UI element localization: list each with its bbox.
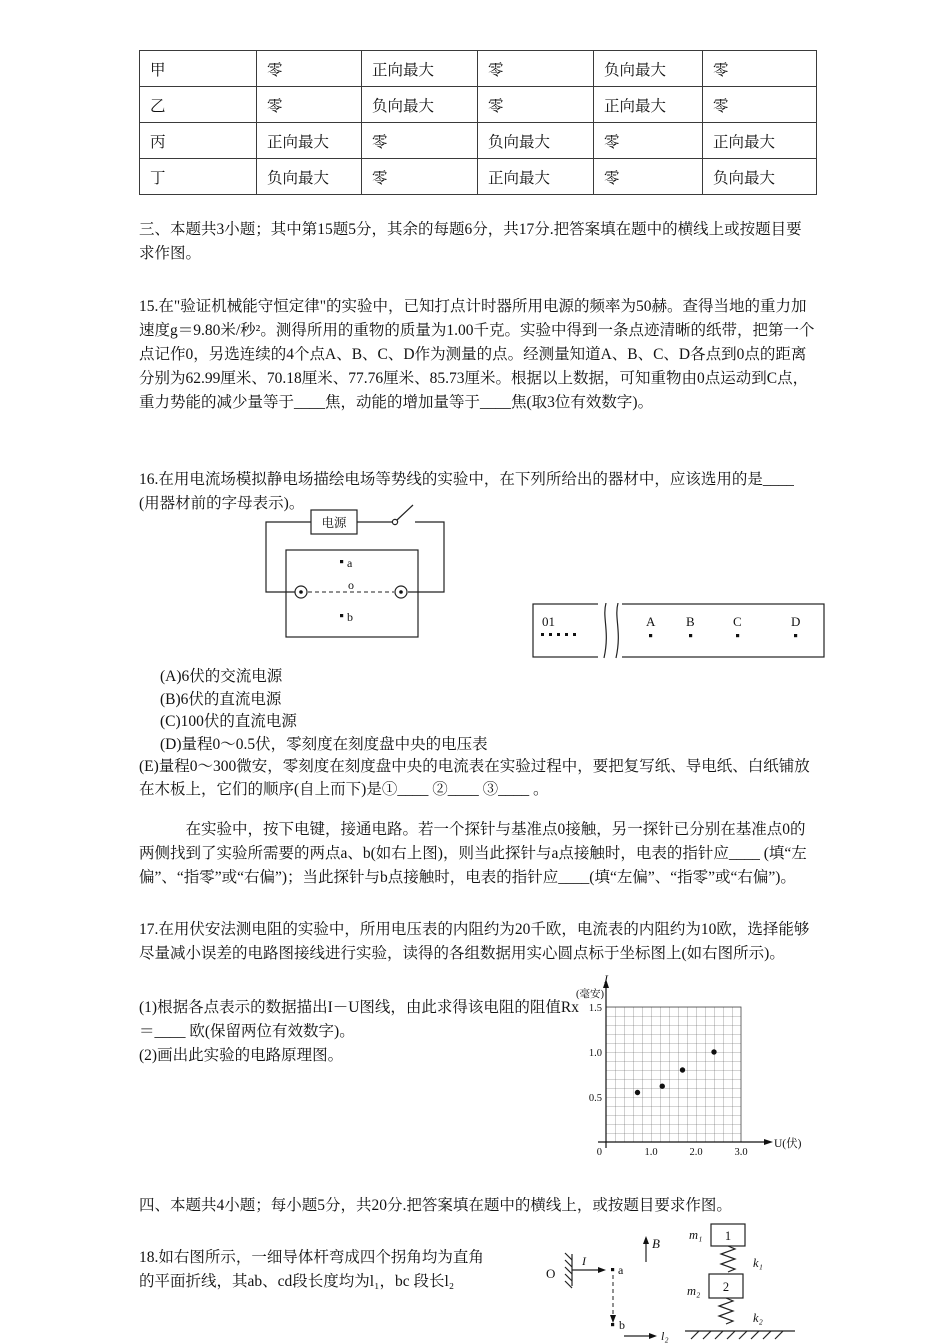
table-cell: 正向最大 [594,87,703,123]
question-16-followup: 在实验中，按下电键，接通电路。若一个探针与基准点0接触，另一探针已分别在基准点0的两侧找到了实验所需要的两点a、b(如右上图)，则当此探针与a点接触时，电表的指针应____ (填“左偏”、“指零”或“右偏”)；当此探针与b点接触时，电表的指针应____(填“左偏”、“指零”或“右偏”)。 [139,821,807,886]
table-cell: 负向最大 [362,87,478,123]
question-16-options [139,666,816,801]
wall-hatch [565,1260,572,1267]
point-a-label: a [618,1263,624,1277]
strip-dot [573,633,576,636]
data-point [711,1049,716,1054]
table-row [140,159,817,195]
strip-outline [533,604,824,657]
field-label: B [652,1236,660,1251]
ground-hatch [739,1331,747,1339]
table-cell: 负向最大 [478,123,594,159]
bent-rod-figure [540,1226,690,1344]
strip-letter-d: D [791,614,801,629]
strip-letter-a-dot [649,634,652,637]
ground-hatch [715,1331,723,1339]
y-axis-unit: (毫安) [576,989,604,1000]
y-axis-title: I [604,972,608,986]
option-d: (D)量程0～0.5伏，零刻度在刻度盘中央的电压表 [160,735,488,753]
graph-grid [606,1007,741,1142]
drop-arrow-head [610,1315,616,1323]
point-a-dot [340,560,343,563]
circuit-diagram-figure [256,502,461,652]
table-cell: 零 [478,51,594,87]
table-cell: 负向最大 [257,159,362,195]
switch-icon [392,519,397,524]
reference-strip-figure [532,603,827,661]
section-three-heading: 三、本题共3小题；其中第15题5分，其余的每题6分，共17分.把答案填在题中的横线上或按题目要求作图。 [139,221,802,262]
table-cell: 正向最大 [362,51,478,87]
block1-number: 1 [724,1229,732,1243]
strip-dot [541,633,544,636]
strip-zero-label: 01 [542,614,555,629]
spring-blocks-figure [683,1218,798,1344]
ground-hatch [751,1331,759,1339]
wire-right [408,522,444,592]
strip-letter-d-dot [794,634,797,637]
question-15-text: 15.在"验证机械能守恒定律"的实验中，已知打点计时器所用电源的频率为50赫。查得当地的重力加速度g＝9.80米/秒²。测得所用的重物的质量为1.00千克。实验中得到一条点迹清晰的纸带，把第一个点记作0，另选连续的4个点A、B、C、D作为测量的点。经测量知道A、B、C、D各点到0点的距离分别为62.99厘米、70.18厘米、77.76厘米、85.73厘米。根据以上数据，可知重物由0点运动到C点，重力势能的减少量等于____焦，动能的增加量等于____焦(取3位有效数字)。 [139,298,815,411]
table-cell: 丙 [140,123,257,159]
field-arrow-head [643,1236,649,1244]
probe-left-dot [299,590,303,594]
table-row [140,123,817,159]
strip-letter-b: B [686,614,695,629]
block2-number: 2 [722,1280,730,1294]
point-a-dot [611,1268,614,1271]
table-cell: 乙 [140,87,257,123]
table-row [140,87,817,123]
iu-graph-figure [576,972,816,1172]
table-cell: 零 [703,51,817,87]
y-tick-1-0: 1.0 [588,1048,602,1059]
origin-o-label: O [546,1266,556,1281]
x-axis-arrow [764,1139,773,1145]
option-b: (B)6伏的直流电源 [160,690,282,708]
strip-letter-a: A [646,614,656,629]
x-tick-1-0: 1.0 [644,1147,658,1158]
ground-hatch [703,1331,711,1339]
question-17-text: 17.在用伏安法测电阻的实验中，所用电压表的内阻约为20千欧，电流表的内阻约为10欧，选择能够尽量减小误差的电路图接线进行实验，读得的各组数据用实心圆点标于坐标图上(如右图所示)。 [139,921,810,962]
spring2-label: k₂ [753,1311,763,1325]
question-16-intro: 16.在用电流场模拟静电场描绘电场等势线的实验中，在下列所给出的器材中，应该选用的是____ (用器材前的字母表示)。 [139,471,794,512]
wire-left [266,522,311,592]
wall-hatch [565,1267,572,1274]
strip-letter-b-dot [689,634,692,637]
ground-hatch [763,1331,771,1339]
wall-hatch [565,1253,572,1260]
option-a: (A)6伏的交流电源 [160,668,283,685]
strip-dot [557,633,560,636]
ground-hatch [691,1331,699,1339]
table-cell: 零 [594,123,703,159]
table-row [140,51,817,87]
y-tick-1-5: 1.5 [588,1003,602,1014]
table-cell: 丁 [140,159,257,195]
table-cell: 正向最大 [478,159,594,195]
section-four-heading: 四、本题共4小题；每小题5分，共20分.把答案填在题中的横线上，或按题目要求作图。 [139,1197,732,1214]
ground-hatch [775,1331,783,1339]
data-point [635,1090,640,1095]
table-cell: 零 [703,87,817,123]
mass1-label: m₁ [689,1228,703,1242]
table-cell: 零 [478,87,594,123]
point-b-dot [340,614,343,617]
answer-table [139,50,817,195]
table-cell: 零 [257,87,362,123]
table-cell: 正向最大 [703,123,817,159]
point-b-label: b [347,610,353,624]
point-a-label: a [347,556,353,570]
option-c: (C)100伏的直流电源 [160,713,297,730]
question-18-text: 18.如右图所示，一细导体杆弯成四个拐角均为直角的平面折线，其ab、cd段长度均为l₁，bc 段长l₂ [139,1249,484,1290]
current-arrow-head [598,1267,606,1273]
spring1-icon [721,1246,735,1272]
question-17-sub2: (2)画出此实验的电路原理图。 [139,1047,344,1064]
table-cell: 负向最大 [703,159,817,195]
x-tick-2-0: 2.0 [689,1147,703,1158]
table-cell: 正向最大 [257,123,362,159]
point-b-dot [611,1323,614,1326]
wall-hatch [565,1281,572,1288]
question-17-sub1: (1)根据各点表示的数据描出I－U图线，由此求得该电阻的阻值Rx＝____ 欧(保留两位有效数字)。 [139,999,580,1040]
strip-letter-c: C [733,614,742,629]
data-point [660,1084,665,1089]
point-b-label: b [619,1318,625,1332]
spring1-label: k₁ [753,1256,763,1270]
spring2-icon [719,1298,733,1324]
data-point [680,1067,685,1072]
strip-dot [549,633,552,636]
probe-right-dot [399,590,403,594]
y-tick-0-5: 0.5 [588,1093,602,1104]
wall-hatch [565,1274,572,1281]
table-cell: 负向最大 [594,51,703,87]
table-cell: 甲 [140,51,257,87]
length-arrow-head [649,1333,657,1339]
strip-letter-c-dot [736,634,739,637]
x-axis-title: U(伏) [774,1138,802,1150]
point-o-label: o [348,578,354,592]
table-cell: 零 [362,123,478,159]
length-label: l₂ [661,1329,669,1343]
current-label: I [582,1254,586,1268]
ground-hatch [727,1331,735,1339]
power-label: 电源 [321,516,347,530]
strip-dot [565,633,568,636]
origin-label: 0 [596,1147,602,1158]
table-cell: 零 [257,51,362,87]
mass2-label: m₂ [687,1284,701,1298]
option-e: (E)量程0～300微安，零刻度在刻度盘中央的电流表在实验过程中，要把复写纸、导电纸、白纸铺放在木板上，它们的顺序(自上而下)是①____ ②____ ③____ 。 [139,758,810,798]
table-cell: 零 [362,159,478,195]
table-cell: 零 [594,159,703,195]
x-tick-3-0: 3.0 [734,1147,748,1158]
switch-lever [397,505,413,520]
